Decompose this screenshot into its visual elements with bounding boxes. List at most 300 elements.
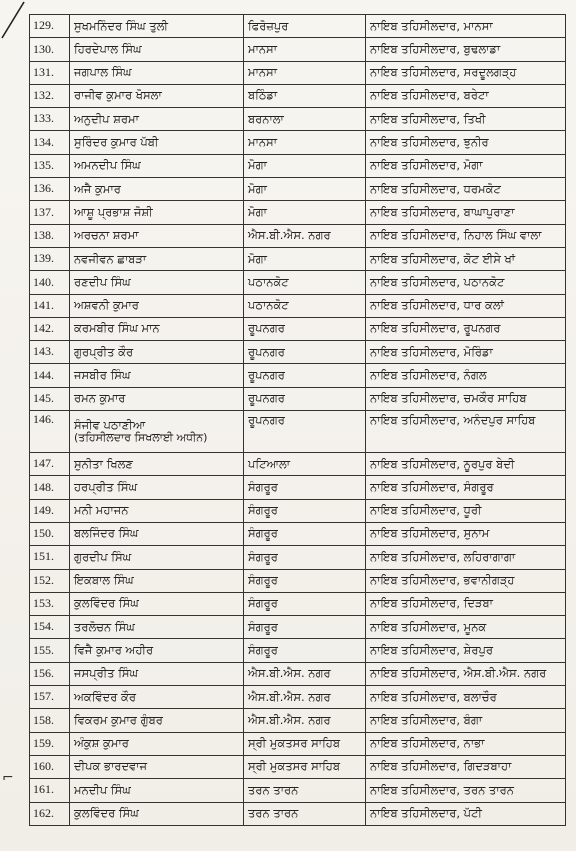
serial-number-cell	[30, 84, 70, 107]
district-text: ਰੂਪਨਗਰ	[248, 344, 285, 359]
posting-cell	[366, 247, 566, 270]
serial-number-text: 141.	[33, 297, 54, 312]
serial-number-cell	[30, 686, 70, 709]
serial-number-cell	[30, 411, 70, 453]
posting-text: ਨਾਇਬ ਤਹਿਸੀਲਦਾਰ, ਲਹਿਰਾਗਾਗਾ	[370, 549, 516, 564]
posting-text: ਨਾਇਬ ਤਹਿਸੀਲਦਾਰ, ਪੱਟੀ	[370, 806, 482, 821]
posting-cell	[366, 411, 566, 453]
district-cell	[244, 476, 366, 499]
posting-cell	[366, 15, 566, 38]
serial-number-text: 140.	[33, 274, 54, 289]
serial-number-text: 156.	[33, 665, 54, 680]
district-text: ਪਠਾਨਕੋਟ	[248, 298, 289, 313]
serial-number-text: 146.	[33, 412, 54, 427]
officer-name-text: ਰਮਨ ਕੁਮਾਰ	[74, 391, 126, 406]
table-row	[30, 592, 566, 615]
posting-cell	[366, 755, 566, 778]
officer-name-cell	[70, 522, 244, 545]
district-text: ਮੋਗਾ	[248, 158, 267, 173]
posting-text: ਨਾਇਬ ਤਹਿਸੀਲਦਾਰ, ਬੁਢਲਾਡਾ	[370, 41, 501, 56]
district-cell	[244, 802, 366, 825]
officer-name-cell	[70, 154, 244, 177]
table-row	[30, 131, 566, 154]
table-row	[30, 522, 566, 545]
district-text: ਸੰਗਰੂਰ	[248, 479, 278, 494]
table-row	[30, 755, 566, 778]
officer-name-text: ਅਕਵਿੰਦਰ ਕੌਰ	[74, 689, 137, 704]
district-text: ਸੰਗਰੂਰ	[248, 596, 278, 611]
posting-cell	[366, 616, 566, 639]
posting-text: ਨਾਇਬ ਤਹਿਸੀਲਦਾਰ, ਮੋਰਿੰਡਾ	[370, 344, 493, 359]
serial-number-cell	[30, 364, 70, 387]
officer-name-text: ਸੁਨੀਤਾ ਖਿਲਣ	[74, 456, 133, 471]
posting-cell	[366, 38, 566, 61]
district-cell	[244, 271, 366, 294]
officer-name-cell	[70, 755, 244, 778]
table-row	[30, 709, 566, 732]
posting-cell	[366, 317, 566, 340]
serial-number-text: 144.	[33, 367, 54, 382]
serial-number-cell	[30, 201, 70, 224]
district-cell	[244, 108, 366, 131]
district-text: ਰੂਪਨਗਰ	[248, 391, 285, 406]
posting-cell	[366, 499, 566, 522]
district-text: ਮਾਨਸਾ	[248, 65, 277, 80]
posting-cell	[366, 453, 566, 476]
serial-number-text: 162.	[33, 805, 54, 820]
posting-text: ਨਾਇਬ ਤਹਿਸੀਲਦਾਰ, ਨੰਗਲ	[370, 367, 487, 382]
serial-number-cell	[30, 499, 70, 522]
officer-name-text: ਤਰਲੋਚਨ ਸਿੰਘ	[74, 619, 135, 634]
officer-name-cell	[70, 639, 244, 662]
posting-text: ਨਾਇਬ ਤਹਿਸੀਲਦਾਰ, ਕੋਟ ਈਸੇ ਖਾਂ	[370, 251, 516, 266]
officer-name-text: ਵਿਕਰਮ ਕੁਮਾਰ ਗੁੰਬਰ	[74, 712, 163, 727]
district-text: ਮਾਨਸਾ	[248, 135, 277, 150]
officer-name-cell	[70, 247, 244, 270]
posting-cell	[366, 364, 566, 387]
serial-number-text: 132.	[33, 88, 54, 103]
table-row	[30, 201, 566, 224]
district-text: ਐਸ.ਬੀ.ਐਸ. ਨਗਰ	[248, 666, 331, 681]
serial-number-cell	[30, 224, 70, 247]
serial-number-text: 130.	[33, 41, 54, 56]
officer-name-cell	[70, 569, 244, 592]
posting-cell	[366, 224, 566, 247]
district-text: ਪਟਿਆਲਾ	[248, 456, 291, 471]
posting-cell	[366, 522, 566, 545]
officer-name-text: ਮਨਦੀਪ ਸਿੰਘ	[74, 782, 131, 797]
district-cell	[244, 178, 366, 201]
posting-text: ਨਾਇਬ ਤਹਿਸੀਲਦਾਰ, ਗਿਦੜਬਾਹਾ	[370, 759, 512, 774]
district-cell	[244, 317, 366, 340]
posting-text: ਨਾਇਬ ਤਹਿਸੀਲਦਾਰ, ਬਾਘਾਪੁਰਾਣਾ	[370, 204, 515, 219]
posting-cell	[366, 662, 566, 685]
officer-name-text: ਕਰਮਬੀਰ ਸਿੰਘ ਮਾਨ	[74, 321, 160, 336]
district-cell	[244, 592, 366, 615]
officer-name-text: ਦੀਪਕ ਭਾਰਦਵਾਜ	[74, 759, 148, 774]
serial-number-cell	[30, 802, 70, 825]
posting-text: ਨਾਇਬ ਤਹਿਸੀਲਦਾਰ, ਭਵਾਨੀਗੜ੍ਹ	[370, 573, 515, 588]
district-cell	[244, 294, 366, 317]
table-row	[30, 247, 566, 270]
district-cell	[244, 616, 366, 639]
officer-name-cell	[70, 341, 244, 364]
officer-name-cell	[70, 453, 244, 476]
officer-name-text: ਕੁਲਵਿੰਦਰ ਸਿੰਘ	[74, 596, 139, 611]
table-row	[30, 178, 566, 201]
district-text: ਬਠਿੰਡਾ	[248, 88, 278, 103]
margin-pen-mark: ⌐	[2, 770, 14, 786]
posting-cell	[366, 84, 566, 107]
posting-text: ਨਾਇਬ ਤਹਿਸੀਲਦਾਰ, ਐਸ.ਬੀ.ਐਸ. ਨਗਰ	[370, 666, 547, 681]
officer-name-text: ਹਰਪ੍ਰੀਤ ਸਿੰਘ	[74, 479, 138, 494]
table-row	[30, 411, 566, 453]
serial-number-cell	[30, 108, 70, 131]
posting-text: ਨਾਇਬ ਤਹਿਸੀਲਦਾਰ, ਰੂਪਨਗਰ	[370, 321, 501, 336]
serial-number-cell	[30, 732, 70, 755]
serial-number-cell	[30, 616, 70, 639]
serial-number-text: 133.	[33, 111, 54, 126]
district-text: ਮੋਗਾ	[248, 181, 267, 196]
serial-number-cell	[30, 247, 70, 270]
posting-cell	[366, 61, 566, 84]
table-row	[30, 61, 566, 84]
serial-number-cell	[30, 639, 70, 662]
posting-cell	[366, 178, 566, 201]
officer-name-text: ਅੰਕੁਸ਼ ਕੁਮਾਰ	[74, 736, 129, 751]
district-text: ਪਠਾਨਕੋਟ	[248, 274, 289, 289]
posting-cell	[366, 592, 566, 615]
officer-name-text: ਨਵਜੀਵਨ ਛਾਬੜਾ	[74, 251, 147, 266]
serial-number-text: 154.	[33, 619, 54, 634]
serial-number-text: 160.	[33, 759, 54, 774]
officer-name-text: ਅਸ਼ਵਨੀ ਕੁਮਾਰ	[74, 298, 139, 313]
officer-name-text: ਅਨੁਦੀਪ ਸ਼ਰਮਾ	[74, 111, 139, 126]
officer-name-cell	[70, 779, 244, 802]
serial-number-text: 161.	[33, 782, 54, 797]
posting-text: ਨਾਇਬ ਤਹਿਸੀਲਦਾਰ, ਬੰਗਾ	[370, 712, 483, 727]
district-text: ਮੋਗਾ	[248, 251, 267, 266]
serial-number-text: 150.	[33, 526, 54, 541]
posting-text: ਨਾਇਬ ਤਹਿਸੀਲਦਾਰ, ਨੂਰਪੁਰ ਬੇਦੀ	[370, 456, 515, 471]
posting-text: ਨਾਇਬ ਤਹਿਸੀਲਦਾਰ, ਤਿਖੀ	[370, 111, 486, 126]
serial-number-cell	[30, 546, 70, 569]
district-text: ਬਰਨਾਲਾ	[248, 111, 284, 126]
serial-number-cell	[30, 453, 70, 476]
posting-text: ਨਾਇਬ ਤਹਿਸੀਲਦਾਰ, ਸੰਗਰੂਰ	[370, 479, 494, 494]
table-row	[30, 294, 566, 317]
posting-cell	[366, 779, 566, 802]
table-row	[30, 84, 566, 107]
district-cell	[244, 522, 366, 545]
officer-name-text: ਮਨੀ ਮਹਾਜਨ	[74, 503, 129, 518]
officer-name-text: ਗੁਰਦੀਪ ਸਿੰਘ	[74, 549, 132, 564]
table-row	[30, 662, 566, 685]
district-text: ਤਰਨ ਤਾਰਨ	[248, 782, 299, 797]
officer-name-text: ਕੁਲਵਿੰਦਰ ਸਿੰਘ	[74, 806, 139, 821]
serial-number-cell	[30, 779, 70, 802]
posting-text: ਨਾਇਬ ਤਹਿਸੀਲਦਾਰ, ਦਿੜਬਾ	[370, 596, 493, 611]
table-row	[30, 108, 566, 131]
table-row	[30, 364, 566, 387]
officer-name-cell	[70, 317, 244, 340]
posting-cell	[366, 709, 566, 732]
officer-name-text: ਰਾਜੀਵ ਕੁਮਾਰ ਖੋਸਲਾ	[74, 88, 162, 103]
posting-text: ਨਾਇਬ ਤਹਿਸੀਲਦਾਰ, ਤਰਨ ਤਾਰਨ	[370, 782, 514, 797]
posting-text: ਨਾਇਬ ਤਹਿਸੀਲਦਾਰ, ਮੋਗਾ	[370, 158, 483, 173]
officer-name-text: ਸੁਰਿੰਦਰ ਕੁਮਾਰ ਪੱਬੀ	[74, 135, 159, 150]
posting-text: ਨਾਇਬ ਤਹਿਸੀਲਦਾਰ, ਮਾਨਸਾ	[370, 18, 493, 33]
officer-name-cell	[70, 15, 244, 38]
district-cell	[244, 755, 366, 778]
serial-number-text: 149.	[33, 502, 54, 517]
serial-number-cell	[30, 15, 70, 38]
district-cell	[244, 732, 366, 755]
serial-number-cell	[30, 131, 70, 154]
table-row	[30, 15, 566, 38]
district-cell	[244, 499, 366, 522]
posting-text: ਨਾਇਬ ਤਹਿਸੀਲਦਾਰ, ਸ਼ੇਰਪੁਰ	[370, 642, 493, 657]
serial-number-text: 135.	[33, 158, 54, 173]
table-row	[30, 387, 566, 410]
table-row	[30, 341, 566, 364]
district-cell	[244, 709, 366, 732]
serial-number-text: 137.	[33, 204, 54, 219]
officer-name-text: ਰਣਦੀਪ ਸਿੰਘ	[74, 274, 131, 289]
district-text: ਐਸ.ਬੀ.ਐਸ. ਨਗਰ	[248, 228, 331, 243]
officer-name-cell	[70, 201, 244, 224]
district-text: ਸ੍ਰੀ ਮੁਕਤਸਰ ਸਾਹਿਬ	[248, 736, 341, 751]
officer-name-cell	[70, 271, 244, 294]
serial-number-text: 139.	[33, 251, 54, 266]
posting-cell	[366, 201, 566, 224]
posting-text: ਨਾਇਬ ਤਹਿਸੀਲਦਾਰ, ਧਾਰ ਕਲਾਂ	[370, 298, 504, 313]
officer-name-cell	[70, 387, 244, 410]
posting-text: ਨਾਇਬ ਤਹਿਸੀਲਦਾਰ, ਨਾਭਾ	[370, 736, 485, 751]
district-text: ਰੂਪਨਗਰ	[248, 413, 285, 428]
posting-text: ਨਾਇਬ ਤਹਿਸੀਲਦਾਰ, ਝੁਨੀਰ	[370, 135, 489, 150]
table-row	[30, 476, 566, 499]
posting-cell	[366, 294, 566, 317]
table-row	[30, 639, 566, 662]
district-cell	[244, 779, 366, 802]
officer-name-cell	[70, 499, 244, 522]
posting-text: ਨਾਇਬ ਤਹਿਸੀਲਦਾਰ, ਬਰੇਟਾ	[370, 88, 489, 103]
district-cell	[244, 387, 366, 410]
district-cell	[244, 154, 366, 177]
table-row	[30, 779, 566, 802]
serial-number-cell	[30, 569, 70, 592]
table-row	[30, 317, 566, 340]
posting-text: ਨਾਇਬ ਤਹਿਸੀਲਦਾਰ, ਪਠਾਨਕੋਟ	[370, 274, 505, 289]
district-text: ਰੂਪਨਗਰ	[248, 367, 285, 382]
serial-number-cell	[30, 294, 70, 317]
table-row	[30, 224, 566, 247]
table-row	[30, 453, 566, 476]
officer-name-text: ਅਰਚਨਾ ਸ਼ਰਮਾ	[74, 228, 139, 243]
officer-name-text: ਸੁਖਮਨਿੰਦਰ ਸਿੰਘ ਤੁਲੀ	[74, 18, 168, 33]
posting-cell	[366, 476, 566, 499]
posting-text: ਨਾਇਬ ਤਹਿਸੀਲਦਾਰ, ਬਲਾਚੌਰ	[370, 689, 497, 704]
table-row	[30, 732, 566, 755]
posting-cell	[366, 546, 566, 569]
district-text: ਫਿਰੋਜ਼ਪੁਰ	[248, 18, 289, 33]
district-cell	[244, 662, 366, 685]
officer-name-text: ਹਿਰਦੇਪਾਲ ਸਿੰਘ	[74, 41, 142, 56]
posting-cell	[366, 732, 566, 755]
officer-name-cell	[70, 732, 244, 755]
district-cell	[244, 546, 366, 569]
officer-name-text: ਵਿਜੈ ਕੁਮਾਰ ਅਹੀਰ	[74, 642, 154, 657]
district-text: ਸੰਗਰੂਰ	[248, 573, 278, 588]
serial-number-text: 145.	[33, 391, 54, 405]
table-row	[30, 154, 566, 177]
district-text: ਤਰਨ ਤਾਰਨ	[248, 806, 299, 821]
officer-name-cell	[70, 224, 244, 247]
posting-text: ਨਾਇਬ ਤਹਿਸੀਲਦਾਰ, ਚਮਕੌਰ ਸਾਹਿਬ	[370, 391, 527, 406]
district-text: ਸੰਗਰੂਰ	[248, 549, 278, 564]
table-row	[30, 546, 566, 569]
serial-number-text: 157.	[33, 689, 54, 704]
posting-cell	[366, 131, 566, 154]
serial-number-cell	[30, 755, 70, 778]
district-cell	[244, 453, 366, 476]
serial-number-text: 152.	[33, 572, 54, 587]
posting-cell	[366, 569, 566, 592]
posting-text: ਨਾਇਬ ਤਹਿਸੀਲਦਾਰ, ਧਰਮਕੋਟ	[370, 181, 501, 196]
serial-number-cell	[30, 317, 70, 340]
district-cell	[244, 84, 366, 107]
serial-number-text: 129.	[33, 18, 54, 33]
table-row	[30, 499, 566, 522]
district-text: ਸੰਗਰੂਰ	[248, 619, 278, 634]
officer-name-text: ਜਸਪ੍ਰੀਤ ਸਿੰਘ	[74, 666, 139, 681]
officer-name-cell	[70, 686, 244, 709]
officer-name-cell	[70, 131, 244, 154]
officer-name-cell	[70, 84, 244, 107]
serial-number-text: 143.	[33, 344, 54, 359]
officer-name-cell	[70, 178, 244, 201]
serial-number-text: 153.	[33, 596, 54, 611]
table-row	[30, 616, 566, 639]
district-cell	[244, 569, 366, 592]
district-text: ਸ੍ਰੀ ਮੁਕਤਸਰ ਸਾਹਿਬ	[248, 759, 341, 774]
serial-number-text: 131.	[33, 64, 54, 79]
serial-number-text: 158.	[33, 712, 54, 727]
district-cell	[244, 38, 366, 61]
serial-number-cell	[30, 154, 70, 177]
serial-number-cell	[30, 662, 70, 685]
serial-number-cell	[30, 38, 70, 61]
officer-name-text: ਗੁਰਪ੍ਰੀਤ ਕੌਰ	[74, 344, 134, 359]
serial-number-cell	[30, 592, 70, 615]
district-text: ਸੰਗਰੂਰ	[248, 526, 278, 541]
posting-cell	[366, 154, 566, 177]
officer-name-text: ਬਲਜਿੰਦਰ ਸਿੰਘ	[74, 526, 139, 541]
district-cell	[244, 131, 366, 154]
table-row	[30, 569, 566, 592]
table-row	[30, 802, 566, 825]
posting-cell	[366, 686, 566, 709]
posting-text: ਨਾਇਬ ਤਹਿਸੀਲਦਾਰ, ਅਨੰਦਪੁਰ ਸਾਹਿਬ	[370, 413, 536, 428]
serial-number-cell	[30, 178, 70, 201]
district-cell	[244, 364, 366, 387]
posting-text: ਨਾਇਬ ਤਹਿਸੀਲਦਾਰ, ਨਿਹਾਲ ਸਿੰਘ ਵਾਲਾ	[370, 228, 542, 243]
serial-number-text: 136.	[33, 181, 54, 196]
district-text: ਐਸ.ਬੀ.ਐਸ. ਨਗਰ	[248, 712, 331, 727]
table-row	[30, 271, 566, 294]
officer-name-text: ਅਜੈ ਕੁਮਾਰ	[74, 181, 121, 196]
serial-number-text: 147.	[33, 456, 54, 471]
officer-name-cell	[70, 709, 244, 732]
serial-number-text: 142.	[33, 321, 54, 336]
officer-name-cell	[70, 616, 244, 639]
district-text: ਮੋਗਾ	[248, 204, 267, 219]
serial-number-text: 151.	[33, 549, 54, 564]
posting-cell	[366, 802, 566, 825]
serial-number-cell	[30, 476, 70, 499]
table-body	[30, 15, 566, 826]
district-text: ਐਸ.ਬੀ.ਐਸ. ਨਗਰ	[248, 689, 331, 704]
district-cell	[244, 201, 366, 224]
officer-name-text: ਅਮਨਦੀਪ ਸਿੰਘ	[74, 158, 141, 173]
serial-number-cell	[30, 61, 70, 84]
officer-name-text: ਇਕਬਾਲ ਸਿੰਘ	[74, 573, 134, 588]
district-cell	[244, 686, 366, 709]
posting-cell	[366, 639, 566, 662]
serial-number-cell	[30, 341, 70, 364]
district-text: ਰੂਪਨਗਰ	[248, 321, 285, 336]
serial-number-cell	[30, 709, 70, 732]
officer-name-cell	[70, 476, 244, 499]
district-cell	[244, 341, 366, 364]
posting-text: ਨਾਇਬ ਤਹਿਸੀਲਦਾਰ, ਧੂਰੀ	[370, 503, 482, 518]
officer-name-cell	[70, 546, 244, 569]
officer-name-cell	[70, 38, 244, 61]
posting-text: ਨਾਇਬ ਤਹਿਸੀਲਦਾਰ, ਸਰਦੂਲਗੜ੍ਹ	[370, 65, 517, 80]
officer-name-cell	[70, 662, 244, 685]
posting-cell	[366, 108, 566, 131]
district-text: ਸੰਗਰੂਰ	[248, 642, 278, 657]
transfer-table	[29, 14, 566, 826]
posting-text: ਨਾਇਬ ਤਹਿਸੀਲਦਾਰ, ਮੂਨਕ	[370, 619, 487, 634]
district-cell	[244, 15, 366, 38]
district-cell	[244, 247, 366, 270]
officer-name-cell	[70, 802, 244, 825]
officer-name-text: ਸੰਜੀਵ ਪਠਾਣੀਆ	[74, 417, 146, 432]
serial-number-cell	[30, 522, 70, 545]
district-cell	[244, 639, 366, 662]
officer-name-cell	[70, 411, 244, 453]
district-cell	[244, 224, 366, 247]
serial-number-cell	[30, 387, 70, 410]
officer-name-cell	[70, 108, 244, 131]
posting-text: ਨਾਇਬ ਤਹਿਸੀਲਦਾਰ, ਸੁਨਾਮ	[370, 526, 490, 541]
district-cell	[244, 411, 366, 453]
officer-name-cell	[70, 294, 244, 317]
serial-number-text: 148.	[33, 479, 54, 494]
officer-name-text: ਆਸ਼ੂ ਪ੍ਰਭਾਸ਼ ਜੋਸ਼ੀ	[74, 204, 153, 219]
serial-number-text: 155.	[33, 642, 54, 657]
district-text: ਸੰਗਰੂਰ	[248, 503, 278, 518]
officer-name-cell	[70, 592, 244, 615]
posting-cell	[366, 271, 566, 294]
serial-number-text: 138.	[33, 227, 54, 242]
district-text: ਮਾਨਸਾ	[248, 41, 277, 56]
district-cell	[244, 61, 366, 84]
officer-name-cell	[70, 364, 244, 387]
officer-name-cell	[70, 61, 244, 84]
